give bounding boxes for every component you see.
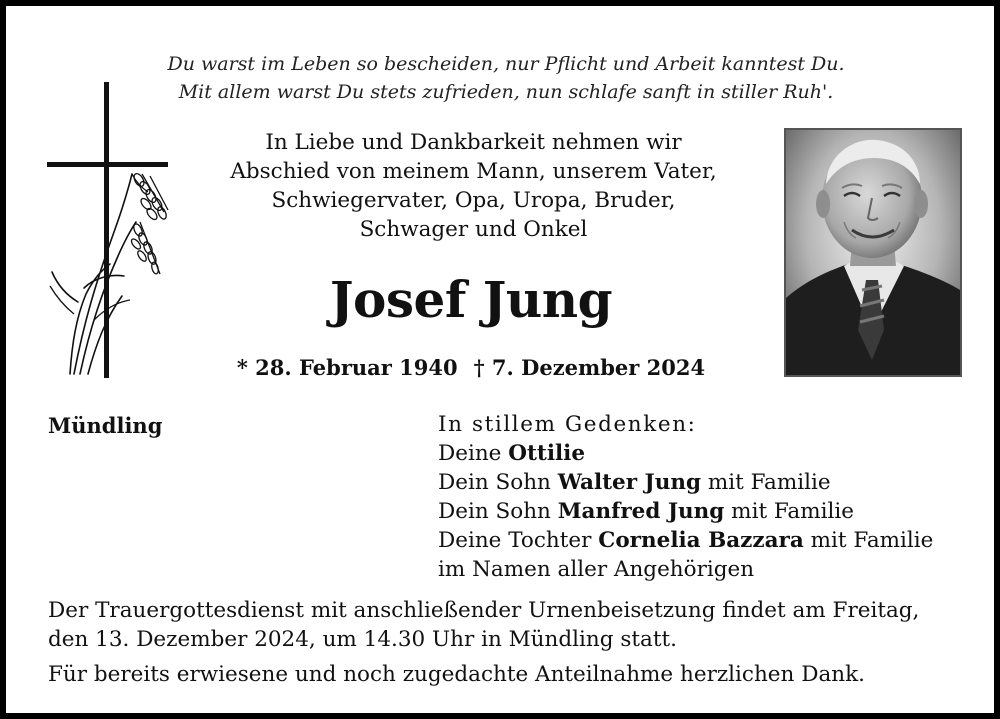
intro-line-3: Schwiegervater, Opa, Uropa, Bruder, — [271, 188, 676, 213]
portrait-photo — [784, 128, 962, 377]
mourners-closing: im Namen aller Angehörigen — [438, 557, 755, 582]
intro-line-1: In Liebe und Dankbarkeit nehmen wir — [265, 130, 682, 155]
mourners-heading: In stillem Gedenken: — [438, 412, 697, 437]
mourner-entry: Deine Tochter Cornelia Bazzara mit Familie — [438, 528, 934, 553]
residence-place: Mündling — [48, 413, 163, 438]
service-line-1: Der Trauergottesdienst mit anschließender Urnenbeisetzung findet am Freitag, — [48, 598, 920, 623]
farewell-intro — [186, 128, 761, 244]
deceased-name: Josef Jung — [329, 270, 613, 329]
mourner-entry: Dein Sohn Walter Jung mit Familie — [438, 470, 831, 495]
mourner-name: Cornelia Bazzara — [598, 528, 804, 553]
service-line-2: den 13. Dezember 2024, um 14.30 Uhr in Mündling statt. — [48, 627, 677, 652]
mourners-list — [438, 410, 978, 584]
verse-line-1: Du warst im Leben so bescheiden, nur Pflicht und Arbeit kanntest Du. — [167, 53, 845, 75]
birth-date: * 28. Februar 1940 — [236, 355, 458, 380]
verse-line-2: Mit allem warst Du stets zufrieden, nun schlafe sanft in stiller Ruh'. — [178, 81, 834, 103]
mourner-name: Ottilie — [508, 441, 586, 466]
mourner-name: Manfred Jung — [557, 499, 725, 524]
mourner-name: Walter Jung — [557, 470, 702, 495]
intro-line-4: Schwager und Onkel — [359, 217, 588, 242]
service-announcement — [48, 596, 978, 654]
mourner-entry: Dein Sohn Manfred Jung mit Familie — [438, 499, 854, 524]
thanks-note: Für bereits erwiesene und noch zugedachte Anteilnahme herzlichen Dank. — [48, 662, 865, 687]
memorial-verse — [136, 50, 876, 106]
life-dates — [206, 353, 736, 383]
mourner-entry: Deine Ottilie — [438, 441, 586, 466]
cross-with-wheat-icon — [44, 82, 172, 386]
death-date: † 7. Dezember 2024 — [473, 355, 706, 380]
intro-line-2: Abschied von meinem Mann, unserem Vater, — [230, 159, 717, 184]
